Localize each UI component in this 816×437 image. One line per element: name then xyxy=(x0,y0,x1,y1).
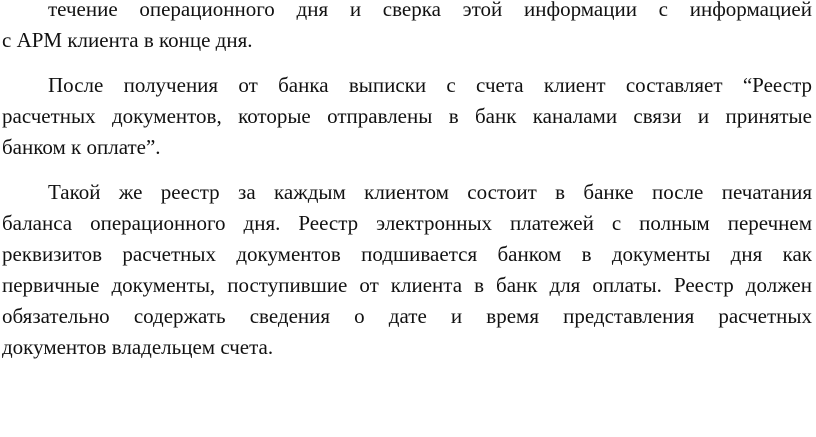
paragraph-1-line-2: с АРМ клиента в конце дня. xyxy=(2,28,253,52)
paragraph-2-line-2: расчетных документов, которые отправлены в банк каналами связи и принятые xyxy=(2,104,812,128)
paragraph-1-line-1: течение операционного дня и сверка этой информации с информацией xyxy=(48,0,812,21)
paragraph-2-line-3: банком к оплате”. xyxy=(2,135,161,159)
paragraph-3-line-4: первичные документы, поступившие от клиента в банк для оплаты. Реестр должен xyxy=(2,273,812,297)
paragraph-3 xyxy=(2,177,812,363)
paragraph-3-line-6: документов владельцем счета. xyxy=(2,335,274,359)
paragraph-2-line-1: После получения от банка выписки с счета клиент составляет “Реестр xyxy=(48,73,812,97)
paragraph-3-line-3: реквизитов расчетных документов подшивается банком в документы дня как xyxy=(2,242,812,266)
paragraph-2 xyxy=(2,70,812,163)
paragraph-3-line-1: Такой же реестр за каждым клиентом состоит в банке после печатания xyxy=(48,180,812,204)
paragraph-3-line-2: баланса операционного дня. Реестр электронных платежей с полным перечнем xyxy=(2,211,812,235)
paragraph-3-line-5: обязательно содержать сведения о дате и время представления расчетных xyxy=(2,304,812,328)
paragraph-1 xyxy=(2,0,812,56)
